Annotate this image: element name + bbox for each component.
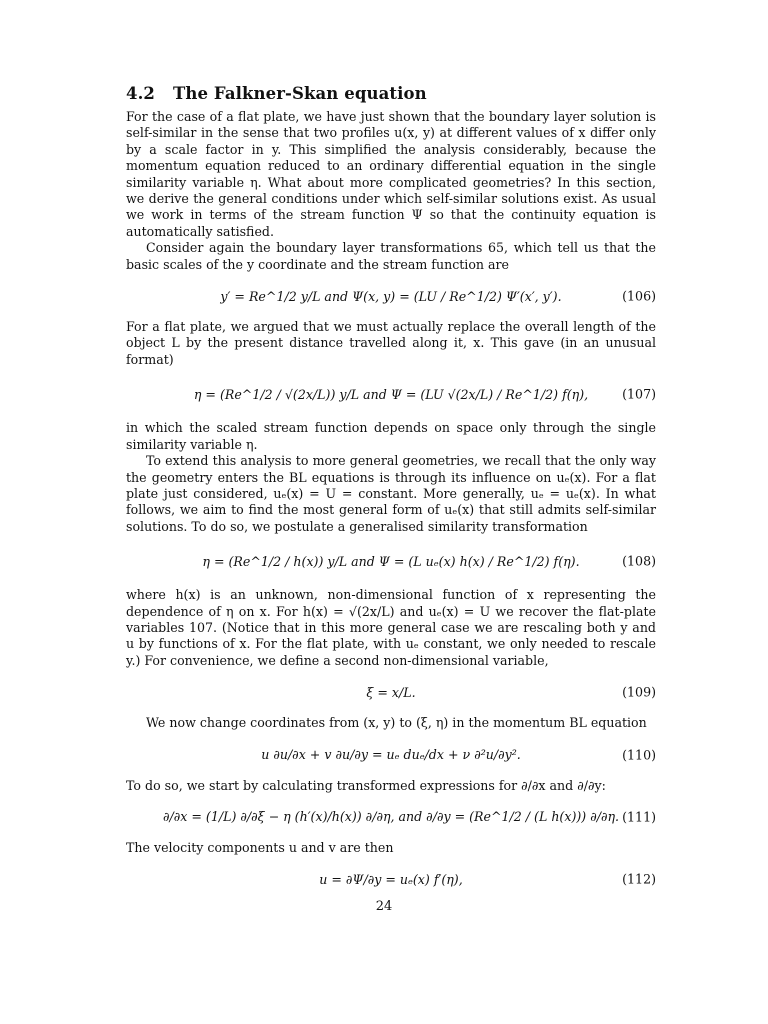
section-number: 4.2 — [126, 84, 156, 103]
equation-108-number: (108) — [622, 553, 656, 569]
paragraph-general-geometries: To extend this analysis to more general geometries, we recall that the only way the geometry enters the BL equations is through its influence on uₑ(x). For a flat plate just considered, uₑ(x) = U = constant. More generally, uₑ = uₑ(x). In what follows, we aim to find the most general form of uₑ(x) that still admits self-similar solutions. To do so, we postulate a generalised similarity transformation — [126, 453, 656, 534]
equation-111-body: ∂/∂x = (1/L) ∂/∂ξ − η (h′(x)/h(x)) ∂/∂η, and ∂/∂y = (Re^1/2 / (L h(x))) ∂/∂η. — [162, 809, 620, 825]
equation-106 — [126, 277, 656, 315]
equation-110 — [126, 736, 656, 774]
paragraph-derivatives: To do so, we start by calculating transformed expressions for ∂/∂x and ∂/∂y: — [126, 777, 606, 793]
paragraph-scaled-stream: in which the scaled stream function depends on space only through the single similarity variable η. — [126, 420, 656, 452]
page-body — [126, 84, 656, 902]
equation-109 — [126, 673, 656, 711]
paragraph-flat-plate: For a flat plate, we argued that we must actually replace the overall length of the object L by the present distance travelled along it, x. This gave (in an unusual format) — [126, 319, 656, 367]
page-number: 24 — [375, 899, 393, 914]
equation-112-body: u = ∂Ψ/∂y = uₑ(x) f′(η), — [319, 871, 463, 887]
equation-112 — [126, 860, 656, 898]
equation-111 — [126, 798, 656, 836]
paragraph-velocity: The velocity components u and v are then — [126, 839, 394, 855]
equation-109-body: ξ = x/L. — [366, 684, 416, 700]
equation-107-number: (107) — [622, 386, 656, 402]
equation-108-body: η = (Re^1/2 / h(x)) y/L and Ψ = (L uₑ(x) h(x) / Re^1/2) f(η). — [202, 553, 580, 569]
section-title: The Falkner-Skan equation — [173, 84, 427, 103]
paragraph-transformations: Consider again the boundary layer transformations 65, which tell us that the basic scales of the y coordinate and the stream function are — [126, 240, 656, 272]
equation-107 — [126, 372, 656, 416]
equation-107-body: η = (Re^1/2 / √(2x/L)) y/L and Ψ = (LU √(2x/L) / Re^1/2) f(η), — [193, 386, 589, 402]
equation-110-number: (110) — [622, 747, 656, 763]
equation-110-body: u ∂u/∂x + v ∂u/∂y = uₑ duₑ/dx + ν ∂²u/∂y². — [261, 747, 521, 763]
equation-106-number: (106) — [622, 288, 656, 304]
paragraph-h-definition: where h(x) is an unknown, non-dimensional function of x representing the dependence of η on x. For h(x) = √(2x/L) and uₑ(x) = U we recover the flat-plate variables 107. (Notice that in this more general case we are rescaling both y and u by functions of x. For the flat plate, with uₑ constant, we only needed to rescale y.) For convenience, we define a second non-dimensional variable, — [126, 587, 656, 668]
section-heading — [126, 84, 656, 103]
equation-108 — [126, 539, 656, 583]
equation-106-body: y′ = Re^1/2 y/L and Ψ(x, y) = (LU / Re^1/2) Ψ′(x′, y′). — [220, 288, 562, 304]
equation-111-number: (111) — [622, 809, 656, 825]
paragraph-intro: For the case of a flat plate, we have just shown that the boundary layer solution is self-similar in the sense that two profiles u(x, y) at different values of x differ only by a scale factor in y. This simplified the analysis considerably, because the momentum equation reduced to an ordinary differential equation in the single similarity variable η. What about more complicated geometries? In this section, we derive the general conditions under which self-similar solutions exist. As usual we work in terms of the stream function Ψ so that the continuity equation is automatically satisfied. — [126, 109, 656, 239]
equation-109-number: (109) — [622, 684, 656, 700]
equation-112-number: (112) — [622, 871, 656, 887]
paragraph-change-coordinates: We now change coordinates from (x, y) to (ξ, η) in the momentum BL equation — [146, 715, 647, 731]
